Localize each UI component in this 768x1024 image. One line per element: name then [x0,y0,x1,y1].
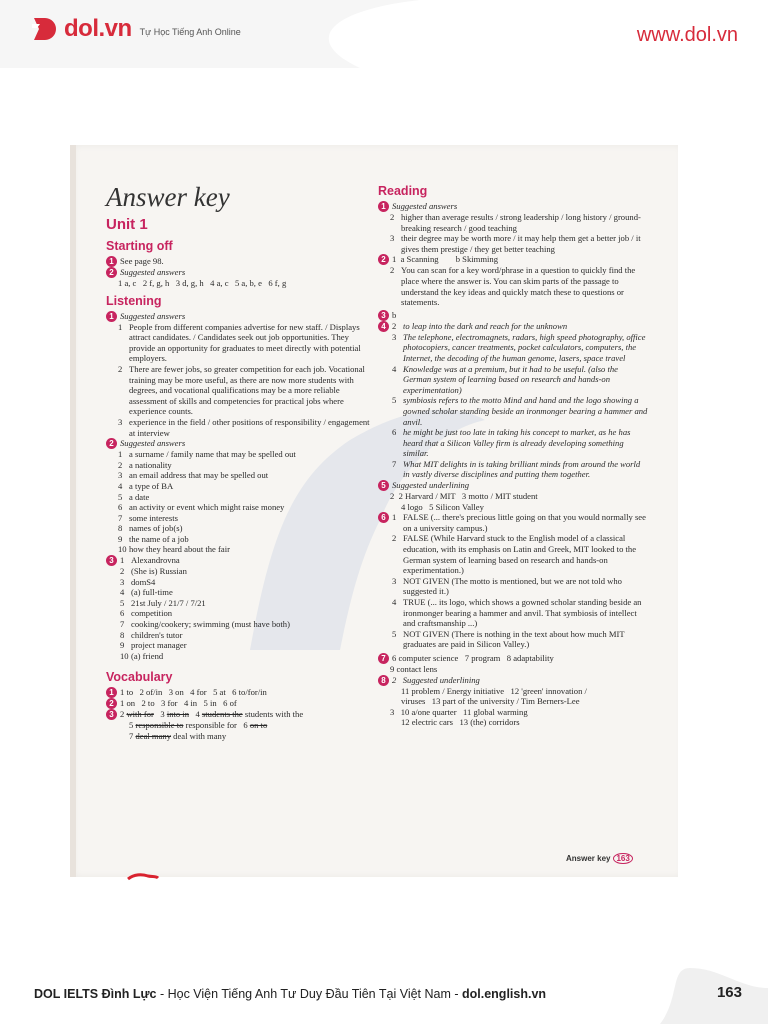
answer-item-text: There are fewer jobs, so greater competition for each job. Vocational training may be more useful, as there are now more students with degrees, and vocational qualifications may be a more reliable assessment of skills and competencies for practical jobs where experience counts. [129,363,365,417]
answer-item [106,587,374,598]
reading-q8-line2: 11 problem / Energy initiative 12 'green' innovation / [401,685,587,696]
answer-item-number: 3 [392,331,397,342]
answer-item-number: 5 [120,597,125,608]
answer-item-number: 4 [120,587,125,598]
vocabulary-q3: 3 2 with for 3 into in 4 students the students with the [106,709,374,720]
answer-item-text: their degree may be worth more / it may help them get a better job / it gives them prestige / they get better teaching [401,233,641,254]
answer-item [106,492,374,503]
answer-item [378,576,648,597]
answer-item-number: 5 [392,395,397,406]
reading-q7-line2: 9 contact lens [390,663,438,674]
answer-item-number: 3 [118,416,123,427]
answer-item-number: 4 [118,480,123,491]
vocab-q3-h: 7 deal many [129,731,172,741]
reading-q8-line4: 3 10 a/one quarter 11 global warming [390,706,528,717]
left-column [106,182,374,742]
answer-item-text: experience in the field / other positions of responsibility / engagement at interview [129,416,370,438]
answer-item-text: to leap into the dark and reach for the unknown [403,320,568,331]
reading-q4-list [378,321,648,480]
answer-item-number: 3 [120,576,125,587]
answer-item [106,555,374,566]
site-header [0,0,768,68]
answer-item [378,533,648,575]
footer-site-link[interactable]: dol.english.vn [462,987,547,1001]
answer-item-number: 2 [118,459,123,470]
vocab-q3-i: deal with many [173,731,227,741]
answer-item-number: 1 [392,512,397,523]
answer-item-text: NOT GIVEN (There is nothing in the text about how much MIT graduates are paid in Silicon Valley.) [403,628,625,650]
answer-item [106,460,374,471]
answer-item-text: Alexandrovna [131,555,180,566]
page-title: Answer key [106,182,230,212]
reading-q1: 1 Suggested answers [378,201,648,212]
answer-item-number: 7 [120,619,125,630]
answer-item-number: 10 [118,544,127,555]
answer-item-text: 21st July / 21/7 / 7/21 [131,597,206,608]
reading-q5-line1: 2 2 Harvard / MIT 3 motto / MIT student [390,491,538,502]
answer-item-text: a date [129,491,150,502]
answer-item [378,459,648,480]
question-number-badge: 6 [378,512,389,523]
answer-item [106,364,374,417]
answer-item-number: 2 [120,566,125,577]
reading-q8: 8 2 Suggested underlining [378,675,648,686]
answer-item [106,598,374,609]
vocabulary-q3-cont2 [106,731,374,742]
answer-item [378,427,648,459]
answer-item-number: 8 [118,523,123,534]
answer-item [106,566,374,577]
answer-item-text: an activity or event which might raise money [129,502,285,513]
answer-item-number: 8 [120,629,125,640]
answer-item [106,577,374,588]
answer-item [378,321,648,332]
answer-item-number: 3 [392,575,397,586]
answer-item [378,512,648,533]
answer-item [378,212,648,233]
answer-item-text: competition [131,608,173,619]
answer-item-text: NOT GIVEN (The motto is mentioned, but we are not told who suggested it.) [403,575,622,597]
answer-item-number: 2 [392,533,397,544]
brand-tagline: Tự Học Tiếng Anh Online [139,27,241,37]
answer-item-number: 5 [392,628,397,639]
reading-q6-list [378,512,648,650]
vocab-q3-e: 5 responsible to [129,720,184,731]
answer-item-text: What MIT delights in is taking brilliant minds from around the world in vastly diverse disciplines and putting them together. [403,458,641,480]
answer-item-text: cooking/cookery; swimming (must have both) [131,619,290,630]
dol-logo-icon [30,14,60,44]
answer-item-text: a surname / family name that may be spelled out [129,449,296,460]
listening-q1: 1 Suggested answers [106,311,374,322]
answer-item-text: a nationality [129,459,172,470]
answer-item [106,322,374,364]
answer-item-text: People from different companies advertise for new staff. / Displays attract candidates. / Candidates seek out job opportunities. They provide an opportunity for graduates to meet directly with potential employers. [129,321,361,364]
answer-item-text: (She is) Russian [131,566,187,577]
answer-item-text: project manager [131,640,187,651]
answer-item [378,265,648,307]
answer-item-text: (a) full-time [131,587,173,598]
answer-item-number: 4 [392,363,397,374]
answer-item [106,630,374,641]
footer-brand: DOL IELTS Đình Lực [34,987,157,1001]
site-footer [0,968,768,1024]
answer-item-text: children's tutor [131,629,183,640]
answer-item [378,395,648,427]
answer-item-number: 10 [120,650,129,661]
answer-item-text: You can scan for a key word/phrase in a question to quickly find the place where the answer is. You can skim parts of the passage to understand the key ideas and quickly match these to questions or statements. [401,265,636,308]
answer-item [378,233,648,254]
vocab-q3-g: 6 on to [243,720,268,731]
reading-q8-line3: viruses 13 part of the university / Tim Berners-Lee [401,696,580,707]
answer-item [106,544,374,555]
reading-q2: 2 1 a Scanning b Skimming [378,254,648,265]
answer-item-number: 1 [120,555,125,566]
reading-q5-line2: 4 logo 5 Silicon Valley [401,501,484,512]
starting-off-q2: 2 Suggested answers [106,267,374,278]
dol-logo[interactable] [30,14,241,44]
site-url-link[interactable]: www.dol.vn [636,24,738,46]
question-number-badge: 4 [378,321,389,332]
vocab-q3-c: 4 students the [195,709,243,720]
answer-item-number: 2 [390,212,395,222]
vocabulary-q3-cont [106,720,374,731]
answer-item-text: The telephone, electromagnets, radars, high speed photography, office photocopiers, cancer treatments, pocket calculators, computers, the Internet, the decoding of the human genome, lasers, space travel [403,331,646,363]
answer-item [106,449,374,460]
footer-text [34,987,546,1001]
answer-item-number: 1 [118,449,123,460]
answer-item-text: he might be just too late in taking his concept to market, as he has heard that a Silicon Valley firm is already developing something similar. [403,427,631,459]
answer-item-text: TRUE (... its logo, which shows a gowned scholar standing beside an ironmonger bearing a hammer and anvil. That symbiosis of intellect and craftsmanship ...) [403,597,642,629]
reading-q3: 3 b [378,310,648,321]
question-number-badge: 3 [106,555,117,566]
answer-item-number: 2 [392,320,397,331]
vocab-q3-f: responsible for [185,720,237,731]
answer-item-text: a type of BA [129,480,174,491]
vocabulary-heading: Vocabulary [106,670,173,685]
answer-item [378,332,648,364]
page-number: 163 [716,984,742,1001]
listening-q1-list [106,322,374,439]
answer-item [106,513,374,524]
answer-item-number: 5 [118,491,123,502]
listening-heading: Listening [106,293,162,308]
brand-name: dol.vn [64,15,132,42]
answer-item-text: domS4 [131,576,156,587]
answer-item-number: 2 [118,363,123,374]
right-column [378,183,648,728]
answer-item [378,629,648,650]
vocabulary-q1: 1 1 to 2 of/in 3 on 4 for 5 at 6 to/for/in [106,687,374,698]
starting-off-q1: 1 See page 98. [106,256,374,267]
answer-item-text: FALSE (While Harvard stuck to the English model of a classical education, with its emphasis on Latin and Greek, MIT looked to the German system of learning based on research and hands-on experimentation.) [403,533,637,576]
vocab-q3-a: 2 with for [120,709,154,720]
reading-q5: 5 Suggested underlining [378,480,648,491]
answer-item [378,597,648,629]
listening-q2-list [106,449,374,555]
answer-item-number: 3 [118,470,123,481]
answer-item [106,502,374,513]
reading-q8-line5: 12 electric cars 13 (the) corridors [401,717,520,728]
answer-item-number: 9 [120,640,125,651]
answer-item-text: names of job(s) [129,523,183,534]
red-pen-mark-icon [126,872,160,882]
answer-item-text: higher than average results / strong leadership / long history / ground-breaking research / good teaching [401,212,641,233]
answer-item-number: 2 [390,265,395,276]
reading-q7: 7 6 computer science 7 program 8 adaptability [378,653,648,664]
answer-item [106,470,374,481]
reading-q1-list [378,212,648,254]
answer-item-number: 6 [118,502,123,513]
answer-item [106,640,374,651]
answer-item-text: some interests [129,512,178,523]
unit-heading: Unit 1 [106,216,148,233]
answer-key-page-ref: Answer key 163 [566,853,633,864]
answer-item-text: Knowledge was at a premium, but it had to be useful. (also the German system of learning based on research and hands-on experimentation) [403,363,618,395]
vocabulary-q2: 2 1 on 2 to 3 for 4 in 5 in 6 of [106,698,374,709]
answer-item [106,608,374,619]
answer-item-number: 7 [392,458,397,469]
vocab-q3-b: 3 into in [160,709,190,720]
answer-item-text: (a) friend [131,650,164,661]
answer-item [378,364,648,396]
answer-item [106,619,374,630]
answer-item-text: symbiosis refers to the motto Mind and hand and the logo showing a gowned scholar standing beside an ironmonger bearing a hammer and anvil. [403,395,648,427]
answer-item-number: 1 [118,321,123,332]
answer-item-text: FALSE (... there's precious little going on that you would normally see on a university campus.) [403,512,646,533]
answer-item-number: 3 [390,233,395,244]
answer-item-number: 6 [392,427,397,438]
answer-item-text: an email address that may be spelled out [129,470,269,481]
starting-off-heading: Starting off [106,239,173,253]
answer-item-number: 4 [392,597,397,607]
answer-item-number: 7 [118,512,123,523]
answer-item-number: 9 [118,533,123,544]
listening-q2: 2 Suggested answers [106,438,374,449]
page-edge-shadow [70,145,76,877]
footer-slogan: - Học Viện Tiếng Anh Tư Duy Đầu Tiên Tại Việt Nam - [156,987,462,1001]
answer-item-number: 6 [120,608,125,619]
answer-item [106,651,374,662]
reading-q2-list [378,265,648,307]
answer-item-text: how they heard about the fair [129,544,230,555]
answer-item [106,481,374,492]
answer-item [106,523,374,534]
answer-item [106,417,374,438]
answer-item-text: the name of a job [129,533,189,544]
answer-item [106,534,374,545]
starting-off-q2-answers: 1 a, c 2 f, g, h 3 d, g, h 4 a, c 5 a, b, e 6 f, g [118,278,287,288]
vocab-q3-d: students with the [244,709,304,720]
reading-heading: Reading [378,184,428,198]
listening-q3-list [106,555,374,661]
